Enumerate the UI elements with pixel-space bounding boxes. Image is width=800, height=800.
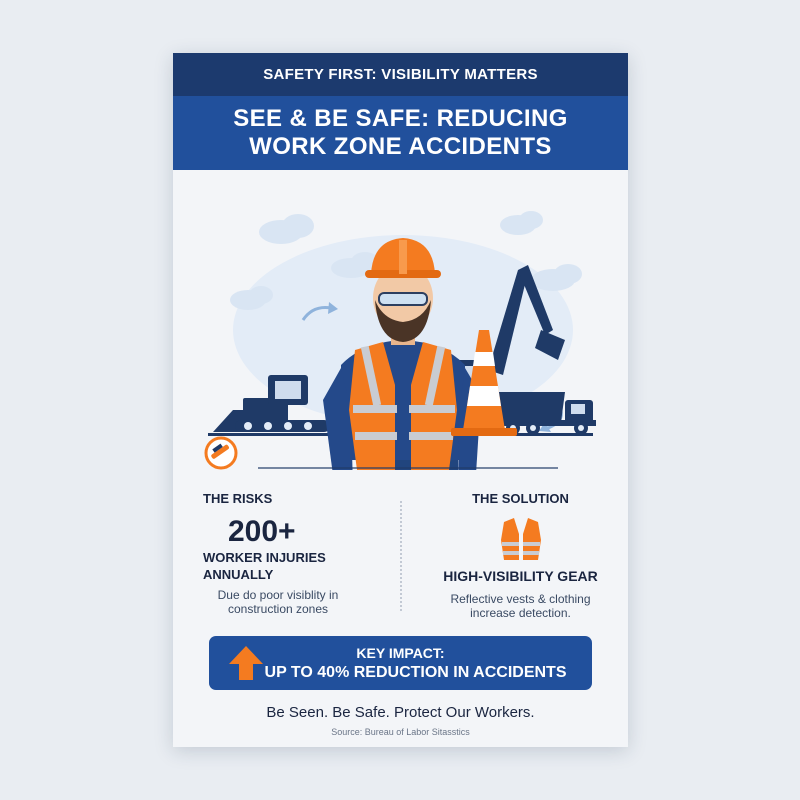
impact-statement: UP TO 40% REDUCTION IN ACCIDENTS xyxy=(264,664,567,681)
stat-label-line-1: WORKER INJURIES xyxy=(203,550,326,565)
tools-badge-icon xyxy=(206,438,236,468)
risk-desc-line-2: construction zones xyxy=(227,602,329,616)
sol-desc-line-1: Reflective vests & clothing xyxy=(450,592,591,606)
solution-column xyxy=(413,491,628,620)
source-note: Source: Bureau of Labor Sitasstics xyxy=(331,727,470,737)
risk-desc-line-1: Due do poor visiblity in xyxy=(217,588,339,602)
safety-vest-icon xyxy=(498,516,544,562)
risks-column xyxy=(203,491,388,616)
title-line-2: WORK ZONE ACCIDENTS xyxy=(249,133,552,160)
title-band xyxy=(173,96,628,170)
safety-poster xyxy=(173,53,628,747)
solution-description xyxy=(413,592,628,620)
stat-label-line-2: ANNUALLY xyxy=(203,567,274,582)
impact-heading: KEY IMPACT: xyxy=(356,645,445,661)
key-impact-box xyxy=(209,636,592,690)
risks-heading: THE RISKS xyxy=(203,491,273,506)
risk-description xyxy=(203,588,353,616)
column-divider xyxy=(400,501,402,611)
top-banner xyxy=(173,53,628,96)
title-line-1: SEE & BE SAFE: REDUCING xyxy=(233,105,568,132)
worker-illustration xyxy=(173,170,628,470)
banner-text: SAFETY FIRST: VISIBILITY MATTERS xyxy=(263,66,538,83)
solution-label: HIGH-VISIBILITY GEAR xyxy=(443,568,598,584)
injury-stat: 200+ xyxy=(228,515,296,548)
sol-desc-line-2: increase detection. xyxy=(470,606,571,620)
solution-heading: THE SOLUTION xyxy=(472,491,569,506)
tagline: Be Seen. Be Safe. Protect Our Workers. xyxy=(266,704,535,721)
